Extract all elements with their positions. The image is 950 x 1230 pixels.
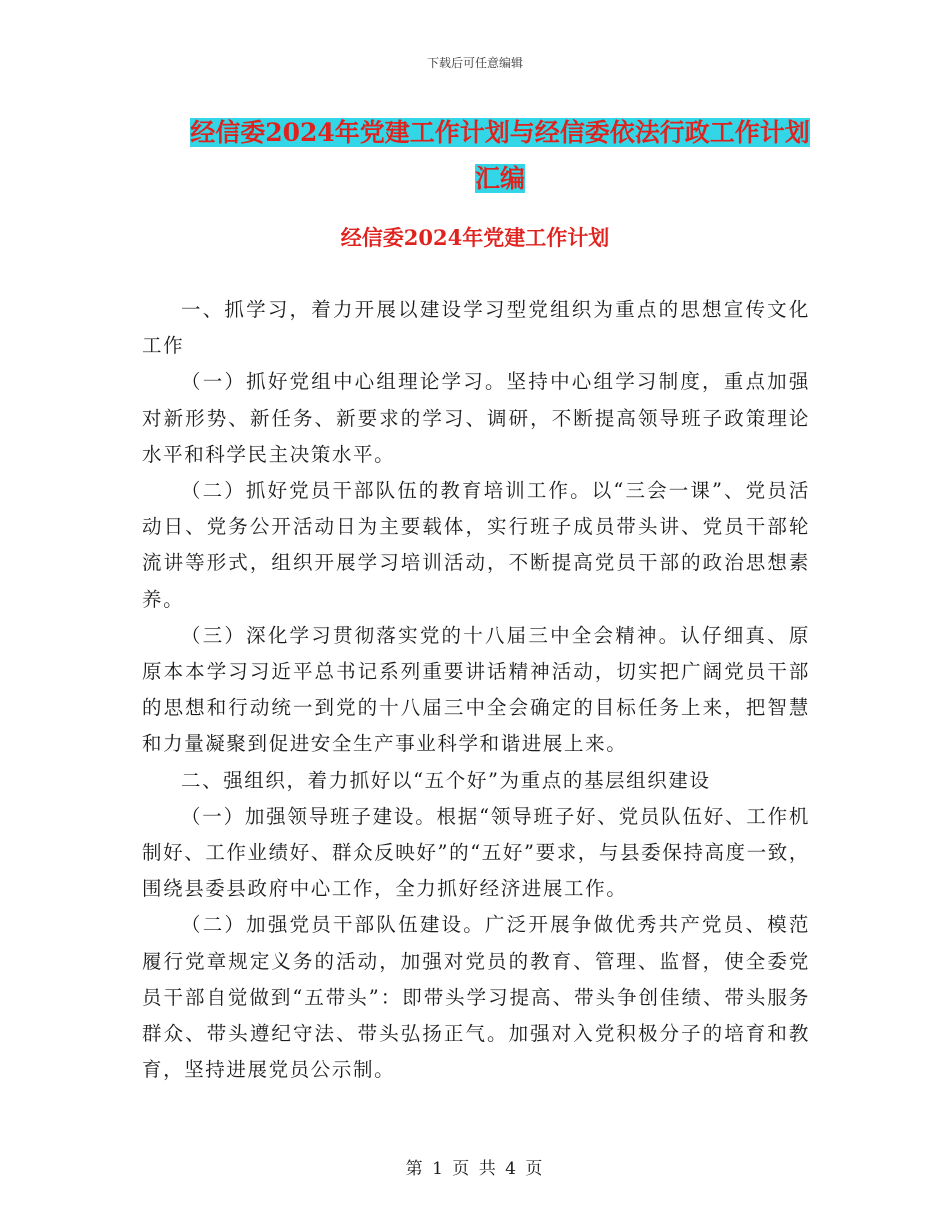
paragraph: 一、抓学习，着力开展以建设学习型党组织为重点的思想宣传文化工作: [142, 298, 810, 358]
paragraph: （一）加强领导班子建设。根据“领导班子好、党员队伍好、工作机制好、工作业绩好、群众反映好”的“五好”要求，与县委保持高度一致，围绕县委县政府中心工作，全力抓好经济进展工作。: [142, 804, 810, 901]
paragraph: （二）抓好党员干部队伍的教育培训工作。以“三会一课”、党员活动日、党务公开活动日为主要载体，实行班子成员带头讲、党员干部轮流讲等形式，组织开展学习培训活动，不断提高党员干部的政治思想素养。: [142, 479, 810, 611]
paragraph: （三）深化学习贯彻落实党的十八届三中全会精神。认仔细真、原原本本学习习近平总书记系列重要讲话精神活动，切实把广阔党员干部的思想和行动统一到党的十八届三中全会确定的目标任务上来，把智慧和力量凝聚到促进安全生产事业科学和谐进展上来。: [142, 623, 810, 756]
document-body: [142, 292, 810, 1088]
paragraph: 二、强组织，着力抓好以“五个好”为重点的基层组织建设: [181, 768, 711, 792]
document-title: [190, 110, 810, 202]
section-title: 经信委2024年党建工作计划: [340, 225, 610, 250]
paragraph: （一）抓好党组中心组理论学习。坚持中心组学习制度，重点加强对新形势、新任务、新要求的学习、调研，不断提高领导班子政策理论水平和科学民主决策水平。: [142, 370, 810, 466]
paragraph: （二）加强党员干部队伍建设。广泛开展争做优秀共产党员、模范履行党章规定义务的活动，加强对党员的教育、管理、监督，使全委党员干部自觉做到“五带头”：即带头学习提高、带头争创佳绩、带头服务群众、带头遵纪守法、带头弘扬正气。加强对入党积极分子的培育和教育，坚持进展党员公示制。: [142, 913, 810, 1082]
document-title-text: 经信委2024年党建工作计划与经信委依法行政工作计划汇编: [190, 118, 810, 193]
page-header-note: 下载后可任意编辑: [426, 56, 523, 70]
page-number-footer: 第 1 页 共 4 页: [405, 1159, 545, 1179]
